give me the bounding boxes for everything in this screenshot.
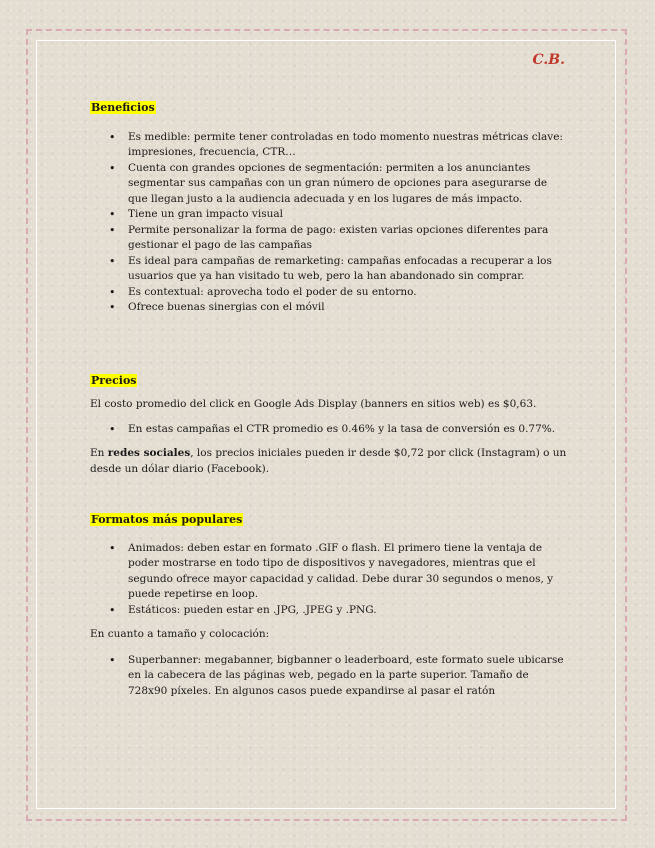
list-item: • Cuenta con grandes opciones de segmentación: permiten a los anunciantes segmentar sus campañas con un gran número de opciones para asegurarse de que llegan justo a la audiencia adecuada y en los lugares de más impacto. <box>128 161 570 208</box>
formatos-subheading: En cuanto a tamaño y colocación: <box>90 628 270 640</box>
list-item: • Es ideal para campañas de remarketing: campañas enfocadas a recuperar a los usuarios que ya han visitado tu web, pero la han abandonado sin comprar. <box>128 254 570 285</box>
section-beneficios <box>90 100 570 316</box>
precios-social-rest: , los precios iniciales pueden ir desde $0,72 por click (Instagram) o un desde un dólar diario (Facebook). <box>90 447 567 475</box>
heading-beneficios <box>90 100 570 116</box>
precios-social-bold: redes sociales <box>107 447 191 459</box>
list-item: • Estáticos: pueden estar en .JPG, .JPEG y .PNG. <box>128 603 570 619</box>
list-item: • Permite personalizar la forma de pago: existen varias opciones diferentes para gestionar el pago de las campañas <box>128 223 570 254</box>
list-item: • Tiene un gran impacto visual <box>128 207 570 223</box>
precios-intro: El costo promedio del click en Google Ads Display (banners en sitios web) es $0,63. <box>90 398 537 410</box>
precios-list <box>90 422 570 438</box>
formatos-list <box>90 541 570 619</box>
precios-social-prefix: En <box>90 447 108 459</box>
heading-formatos <box>90 512 570 528</box>
heading-beneficios-text: Beneficios <box>91 101 155 114</box>
heading-precios-text: Precios <box>91 373 137 387</box>
section-formatos <box>90 512 570 699</box>
formatos-size-list <box>90 653 570 700</box>
list-item: • Es contextual: aprovecha todo el poder de su entorno. <box>128 285 570 301</box>
precios-social <box>90 446 570 477</box>
document-body <box>90 100 570 699</box>
section-precios <box>90 373 570 478</box>
list-item: • Es medible: permite tener controladas en todo momento nuestras métricas clave: impresiones, frecuencia, CTR… <box>128 130 570 161</box>
author-initials: C.B. <box>532 52 565 68</box>
list-item: • Superbanner: megabanner, bigbanner o leaderboard, este formato suele ubicarse en la cabecera de las páginas web, pegado en la parte superior. Tamaño de 728x90 píxeles. En algunos casos puede expandirse al pasar el ratón <box>128 653 570 700</box>
beneficios-list <box>90 130 570 316</box>
list-item: • En estas campañas el CTR promedio es 0.46% y la tasa de conversión es 0.77%. <box>128 422 570 438</box>
list-item: • Ofrece buenas sinergias con el móvil <box>128 300 570 316</box>
list-item: • Animados: deben estar en formato .GIF o flash. El primero tiene la ventaja de poder mostrarse en todo tipo de dispositivos y navegadores, mientras que el segundo ofrece mayor capacidad y calidad. Debe durar 30 segundos o menos, y puede repetirse en loop. <box>128 541 570 603</box>
heading-formatos-text: Formatos más populares <box>91 513 243 526</box>
heading-precios <box>90 373 570 389</box>
